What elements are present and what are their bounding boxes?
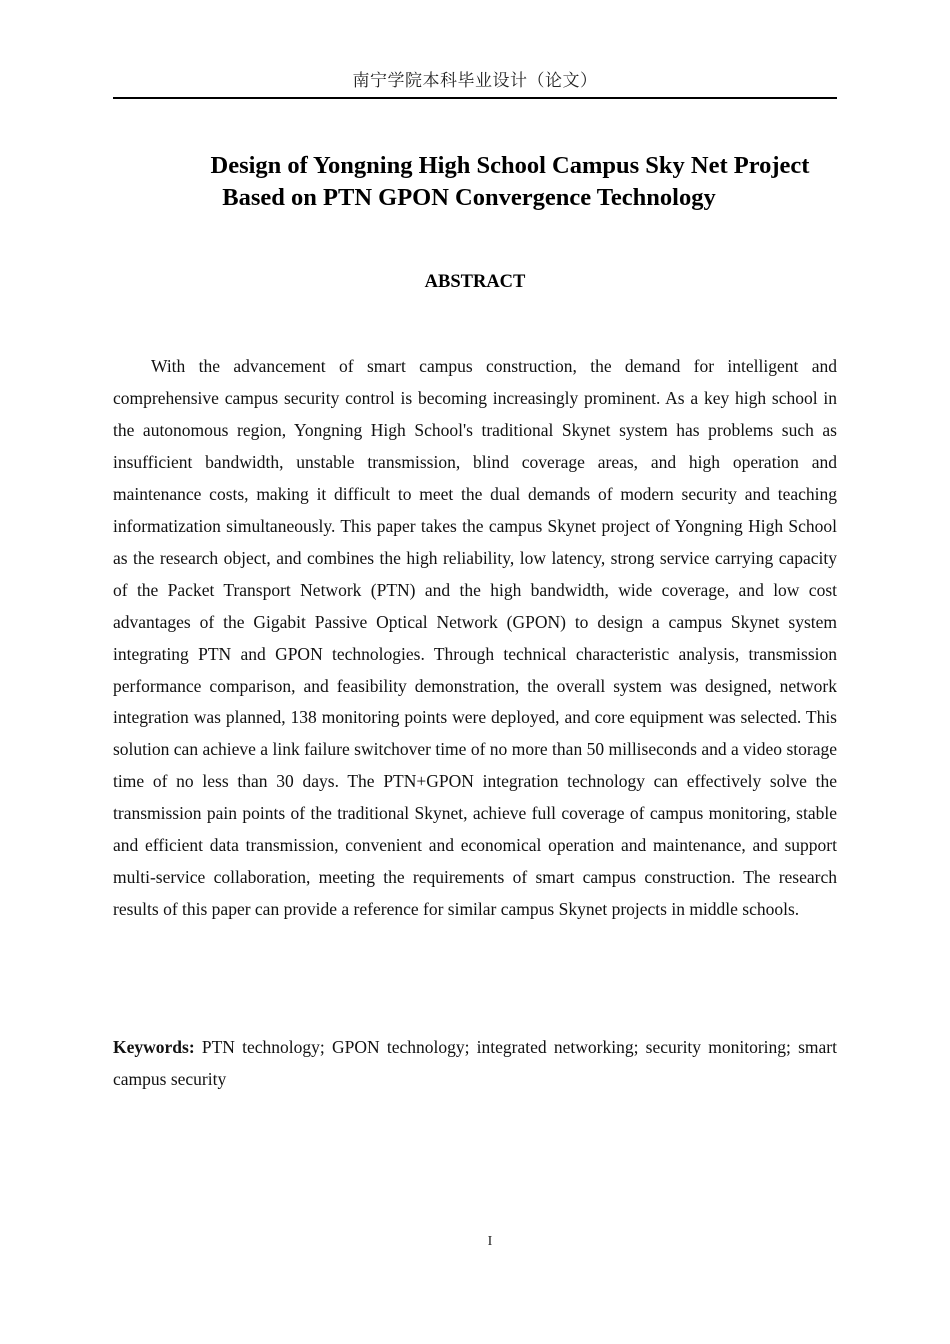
paper-title-line-1: Design of Yongning High School Campus Sky Net Project — [210, 152, 810, 179]
paper-title-line-2: Based on PTN GPON Convergence Technology — [222, 184, 716, 211]
page-number: I — [487, 1234, 493, 1249]
keywords-paragraph — [113, 1031, 837, 1095]
abstract-body: With the advancement of smart campus construction, the demand for intelligent and comprehensive campus security control is becoming increasingly prominent. As a key high school in the autonomous region, Yongning High School's traditional Skynet system has problems such as insufficient bandwidth, unstable transmission, blind coverage areas, and high operation and maintenance costs, making it difficult to meet the dual demands of modern security and teaching informatization simultaneously. This paper takes the campus Skynet project of Yongning High School as the research object, and combines the high reliability, low latency, strong service carrying capacity of the Packet Transport Network (PTN) and the high bandwidth, wide coverage, and low cost advantages of the Gigabit Passive Optical Network (GPON) to design a campus Skynet system integrating PTN and GPON technologies. Through technical characteristic analysis, transmission performance comparison, and feasibility demonstration, the overall system was designed, network integration was planned, 138 monitoring points were deployed, and core equipment was selected. This solution can achieve a link failure switchover time of no more than 50 milliseconds and a video storage time of no less than 30 days. The PTN+GPON integration technology can effectively solve the transmission pain points of the traditional Skynet, achieve full coverage of campus monitoring, stable and efficient data transmission, convenient and economical operation and maintenance, and support multi-service collaboration, meeting the requirements of smart campus construction. The research results of this paper can provide a reference for similar campus Skynet projects in middle schools. — [113, 356, 837, 920]
keywords-label: Keywords: — [113, 1037, 195, 1057]
keywords-text: PTN technology; GPON technology; integrated networking; security monitoring; smart campus security — [113, 1037, 837, 1089]
paper-title — [113, 150, 837, 214]
running-header: 南宁学院本科毕业设计（论文） — [352, 71, 598, 91]
abstract-heading: ABSTRACT — [424, 272, 526, 292]
header-divider — [113, 97, 837, 99]
